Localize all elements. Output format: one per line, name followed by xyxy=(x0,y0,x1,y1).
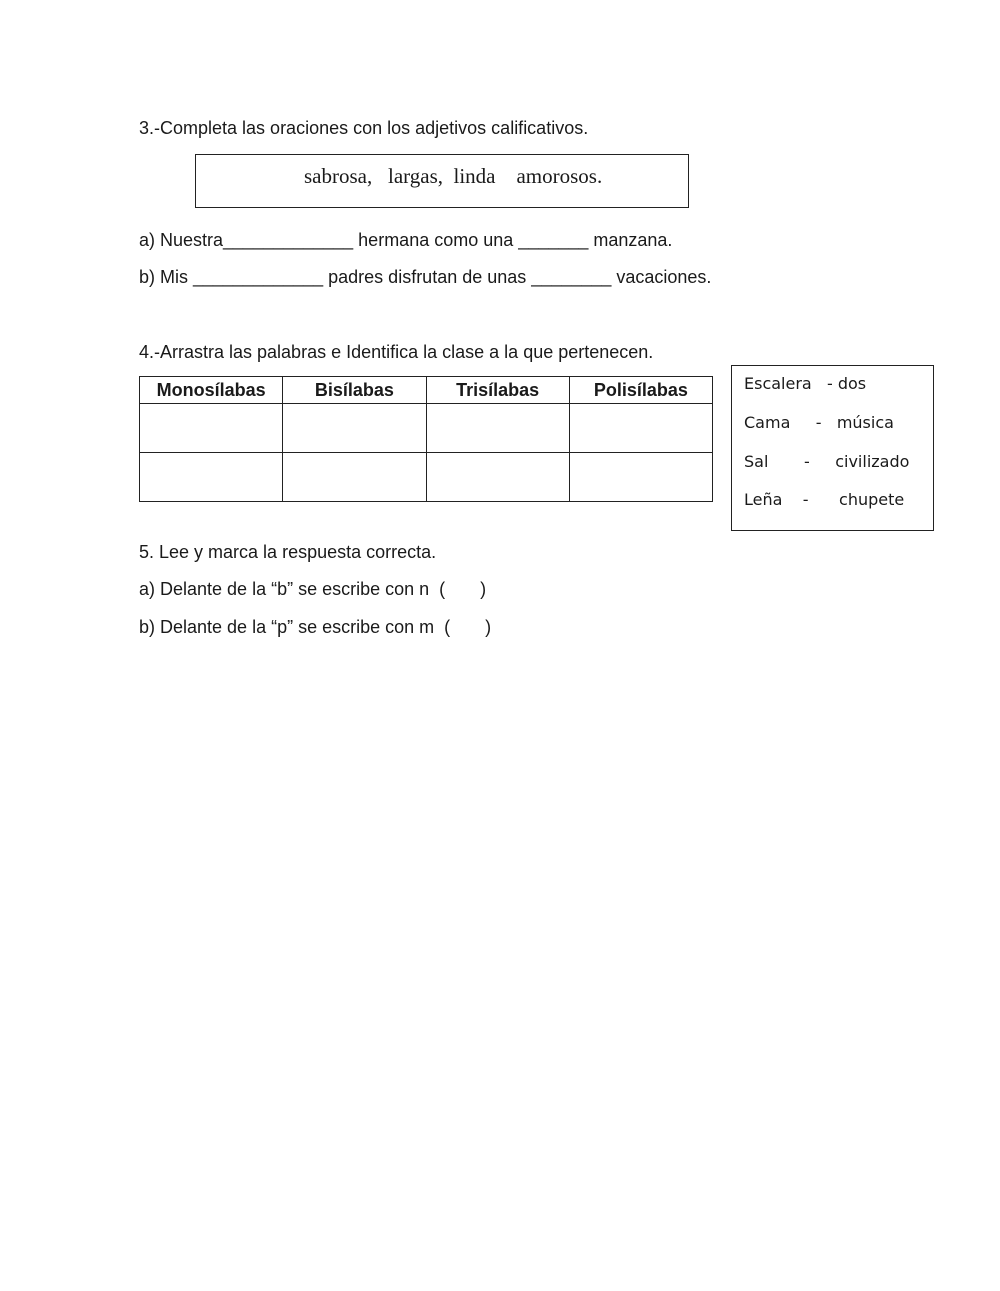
word-line-1[interactable]: Escalera - dos xyxy=(744,374,867,393)
question-4-title: 4.-Arrastra las palabras e Identifica la clase a la que pertenecen. xyxy=(139,342,654,362)
sentence-a: a) Nuestra_____________ hermana como una _______ manzana. xyxy=(139,230,673,250)
table-row xyxy=(140,453,713,502)
word-line-4[interactable]: Leña - chupete xyxy=(744,490,905,509)
table-row xyxy=(140,404,713,453)
draggable-words-box xyxy=(731,365,934,531)
adjective-word-bank xyxy=(195,154,689,208)
question-5-title: 5. Lee y marca la respuesta correcta. xyxy=(139,542,437,562)
word-line-2[interactable]: Cama - música xyxy=(744,413,894,432)
drop-cell-trisilabas-1[interactable] xyxy=(426,404,569,453)
header-trisilabas: Trisílabas xyxy=(426,377,569,404)
question-3-title: 3.-Completa las oraciones con los adjetivos calificativos. xyxy=(139,118,589,138)
drop-cell-trisilabas-2[interactable] xyxy=(426,453,569,502)
sentence-b: b) Mis _____________ padres disfrutan de unas ________ vacaciones. xyxy=(139,267,712,287)
drop-cell-polisilabas-1[interactable] xyxy=(569,404,712,453)
header-bisilabas: Bisílabas xyxy=(283,377,426,404)
drop-cell-monosilabas-1[interactable] xyxy=(140,404,283,453)
drop-cell-bisilabas-2[interactable] xyxy=(283,453,426,502)
option-a[interactable]: a) Delante de la “b” se escribe con n ( ) xyxy=(139,579,487,599)
drop-cell-polisilabas-2[interactable] xyxy=(569,453,712,502)
header-monosilabas: Monosílabas xyxy=(140,377,283,404)
option-b[interactable]: b) Delante de la “p” se escribe con m ( ) xyxy=(139,617,492,637)
drop-cell-bisilabas-1[interactable] xyxy=(283,404,426,453)
word-line-3[interactable]: Sal - civilizado xyxy=(744,452,910,471)
syllable-classification-table xyxy=(139,376,713,502)
table-header-row xyxy=(140,377,713,404)
drop-cell-monosilabas-2[interactable] xyxy=(140,453,283,502)
header-polisilabas: Polisílabas xyxy=(569,377,712,404)
word-bank-text: sabrosa, largas, linda amorosos. xyxy=(304,164,603,188)
